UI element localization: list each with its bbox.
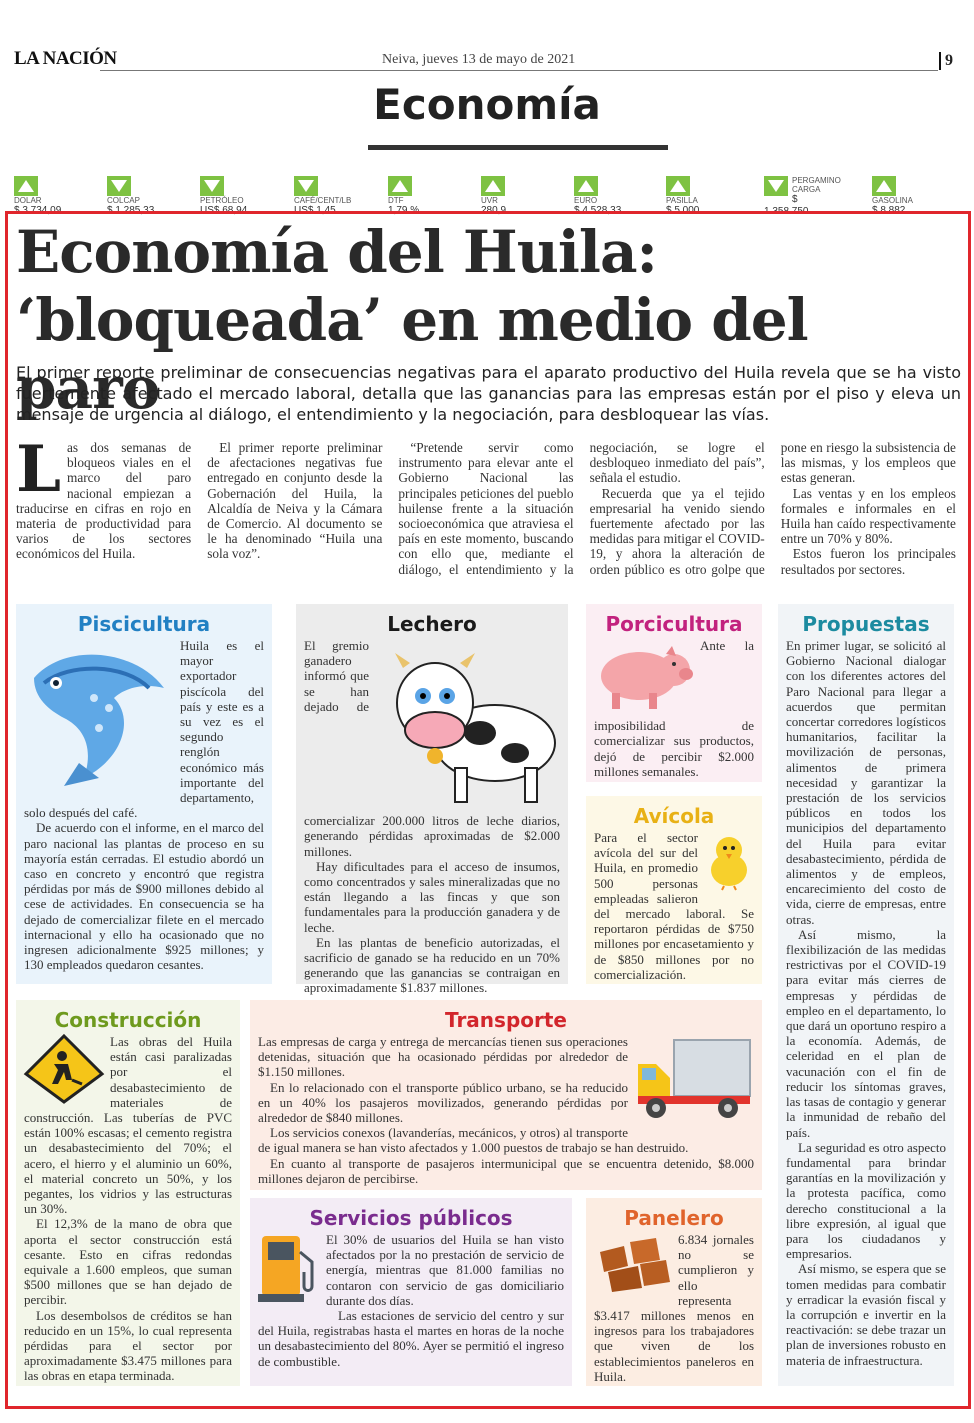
body-paragraph: “Pretende servir como instrumento para elevar ante el Gobierno Nacional las principales peticiones del pueblo huilense frente a la situación socioeconómica que atraviesa el país en este momento, buscando con ello que, mediante el diálogo, el entendimiento y la negociación, se logre el desbloqueo inmediato del país”, señala el estudio.	[398, 440, 765, 577]
article-headline: Economía del Huila: ‘bloqueada’ en medio del paro	[16, 218, 808, 422]
box-paragraph: 6.834 jornales no se cumplieron y ello representa $3.417 millones menos en ingresos para los trabajadores que viven de los establecimientos paneleros en Huila.	[594, 1232, 754, 1384]
box-panelero	[586, 1198, 762, 1386]
box-paragraph: En cuanto al transporte de pasajeros intermunicipal que se encuentra detenido, $8.000 millones dejaron de percibirse.	[258, 1155, 754, 1186]
ticker-label: COLCAP	[107, 196, 140, 205]
box-paragraph: Las obras del Huila están casi paralizadas por el desabastecimiento de materiales de construcción. Las tuberías de PVC están 100% escasas; el cemento registra un desabastecimiento del 70%; el acero, el hierro y el aluminio un 60%, el material concreto un 50%, y los pegantes, los vidrios y las estructuras un 30%.	[24, 1034, 232, 1217]
box-paragraph: El 30% de usuarios del Huila se han visto afectados por la no prestación de servicio de energía, mientras que 81.000 familias no contaron con servicio de gas domiciliario durante dos días.	[326, 1232, 564, 1308]
box-paragraph: Las empresas de carga y entrega de mercancías tienen sus operaciones detenidas, situación que ha ocasionado pérdidas por alrededor de $1.150 millones.	[258, 1034, 628, 1080]
box-transporte	[250, 1000, 762, 1190]
ticker-value: 1,79 %	[388, 205, 420, 216]
box-paragraph: Ante la imposibilidad de comercializar sus productos, dejó de percibir $2.000 millones semanales.	[594, 638, 754, 779]
box-title: Avícola	[633, 804, 715, 828]
box-title: Porcicultura	[605, 612, 743, 636]
arrow-up-icon	[872, 176, 896, 196]
box-title: Servicios públicos	[309, 1206, 513, 1230]
arrow-up-icon	[666, 176, 690, 196]
box-porcicultura	[586, 604, 762, 782]
box-title: Panelero	[624, 1206, 724, 1230]
masthead-logo: LA NACIÓN	[14, 48, 117, 69]
article-body	[16, 432, 956, 580]
truck-icon	[634, 1034, 754, 1127]
box-propuestas	[778, 604, 954, 1386]
ticker-item	[294, 176, 352, 216]
ticker-label: EURO	[574, 196, 598, 205]
ticker-item	[388, 176, 420, 216]
arrow-up-icon	[14, 176, 38, 196]
box-paragraph: El gremio ganadero informó que se han dejado de comercializar 200.000 litros de leche diarios, generando pérdidas aproximadas de $2.000 millones.	[304, 638, 560, 859]
box-lechero	[296, 604, 568, 996]
box-title: Piscicultura	[77, 612, 211, 636]
ticker-value: US$ 1,45	[294, 205, 336, 216]
ticker-item	[666, 176, 700, 216]
box-paragraph: La seguridad es otro aspecto fundamental para brindar garantías en la movilización y la protesta pacífica, como derecho constitucional a la libre expresión, al igual que para los ciudadanos y empresarios.	[786, 1139, 947, 1262]
ticker-item	[764, 176, 844, 217]
box-servicios-publicos	[250, 1198, 572, 1386]
ticker-value: 280,9	[481, 205, 507, 216]
box-paragraph: Los servicios conexos (lavanderías, mecánicos, y otros) al transporte de igual manera se han visto afectados y 1.000 puestos de trabajo se han destruido.	[258, 1125, 689, 1156]
box-construccion	[16, 1000, 240, 1386]
ticker-label: GASOLINA	[872, 196, 913, 205]
box-paragraph: De acuerdo con el informe, en el marco del paro nacional las plantas de proceso en su mayoría están cerradas. El estudio abordó un caso en concreto y encontró que registra pérdidas por más de $900 millones debido al cese de actividades. En consecuencia se ha dejado de comercializar filete en el mercado internacional y ello ha ocasionado que no ingresen adicionalmente $925 millones; y 130 empleados quedaron cesantes.	[24, 820, 264, 973]
section-title: Economía	[373, 80, 601, 129]
ticker-item	[14, 176, 62, 216]
box-paragraph: En lo relacionado con el transporte público urbano, se ha reducido en un 40% los pasajeros movilizados, generando pérdidas por alrededor de $840 millones.	[258, 1079, 628, 1126]
ticker-value: $ 1.358.750	[764, 194, 809, 217]
box-title: Construcción	[54, 1008, 202, 1032]
fish-icon	[24, 638, 174, 791]
arrow-up-icon	[574, 176, 598, 196]
ticker-value: $ 3.734,09	[14, 205, 62, 216]
box-title: Transporte	[445, 1008, 567, 1032]
box-paragraph: Así mismo, la flexibilización de las medidas restrictivas por el COVID-19 para evitar más cierres de empresas y pérdidas de empleo en el departamento, lo que dará un oportuno respiro a la economía. Además, de celeridad en el plan de vacunación con el fin de reducir los síntomas graves, las tasas de contagio y generar la inmunidad de rebaño del país.	[786, 926, 946, 1140]
box-avicola	[586, 796, 762, 984]
body-paragraph: Las ventas y en los empleos formales e informales en el Huila han caído respectivamente entre un 70% y 80%.	[780, 485, 956, 547]
box-title: Lechero	[387, 612, 477, 636]
ticker-value: $ 4.528,33	[574, 205, 622, 216]
ticker-label: PETRÓLEO	[200, 196, 244, 205]
ticker-label: PERGAMINO CARGA	[792, 176, 841, 194]
box-paragraph: Hay dificultades para el acceso de insumos, como concentrados y sales mineralizadas que no están llegando a las fincas y que son fundamentales para la producción ganadera y de leche.	[304, 858, 560, 935]
ticker-label: DOLAR	[14, 196, 42, 205]
ticker-value: $ 1.285,33	[107, 205, 155, 216]
ticker-label: DTF	[388, 196, 404, 205]
market-ticker	[14, 176, 964, 217]
pig-icon	[594, 638, 694, 716]
arrow-down-icon	[294, 176, 318, 196]
gas-pump-icon	[258, 1232, 320, 1307]
chick-icon	[704, 830, 754, 893]
arrow-down-icon	[107, 176, 131, 196]
box-paragraph: En primer lugar, se solicitó al Gobierno Nacional dialogar con los diferentes actores del Paro Nacional para llegar a acuerdos que permitan concertar corredores logísticos humanitarios, facilitar la movilización de personas, alimentos de primera necesidad y garantizar la prestación de los servicios públicos en todos los municipios del departamento del Huila para evitar desabastecimiento, pérdida de alimentos y de empleos, encarecimiento del costo de vida, cierre de empresas, entre otras.	[786, 638, 946, 927]
body-paragraph: Las dos semanas de bloqueos viales en el marco del paro nacional empiezan a traducirse en cifras en rojo en materia de productividad para varios de los sectores económicos del Huila.	[16, 432, 192, 562]
drop-cap: L	[16, 432, 61, 507]
body-paragraph: El primer reporte preliminar de afectaciones negativas fue entregado en conjunto desde la Gobernación del Huila, la Alcaldía de Neiva y la Cámara de Comercio. Al documento se le ha denominado “Huila una sola voz”.	[207, 440, 383, 562]
box-paragraph: Huila es el mayor exportador piscícola del país y este es a su vez es el segundo renglón económico más importante del departamento, solo después del café.	[24, 638, 264, 821]
arrow-up-icon	[481, 176, 505, 196]
arrow-up-icon	[388, 176, 412, 196]
ticker-label: CAFÉ/CENT/LB	[294, 196, 352, 205]
box-paragraph: Los desembolsos de créditos se han reducido en un 15%, lo cual representa pérdidas para el sector por aproximadamente $3.475 millones para las obras en etapa terminada.	[24, 1307, 232, 1384]
ticker-label: PASILLA	[666, 196, 698, 205]
page-header	[0, 0, 974, 165]
ticker-item	[872, 176, 913, 216]
ticker-item	[200, 176, 248, 216]
ticker-value: $ 5.000	[666, 205, 700, 216]
header-rule	[100, 70, 938, 71]
dateline: Neiva, jueves 13 de mayo de 2021	[382, 52, 576, 67]
arrow-down-icon	[200, 176, 224, 196]
body-paragraph: Estos fueron los principales resultados por sectores.	[780, 546, 956, 577]
box-title: Propuestas	[802, 612, 930, 636]
box-piscicultura	[16, 604, 272, 984]
ticker-label: UVR	[481, 196, 498, 205]
ticker-item	[481, 176, 509, 216]
panela-icon	[594, 1232, 672, 1297]
construction-sign-icon	[24, 1034, 104, 1107]
box-paragraph: Las estaciones de servicio del centro y sur del Huila, registrabas hasta el martes en horas de la noche un desabastecimiento del 80%. Ayer se permitió el ingreso de combustible.	[258, 1308, 564, 1369]
box-paragraph: Así mismo, se espera que se tomen medidas para combatir y erradicar la evasión fiscal y la corrupción e invertir en la reactivación: se debe trazar un plan de inversiones robusto en materia de infraestructura.	[786, 1261, 946, 1368]
box-paragraph: El 12,3% de la mano de obra que aporta el sector construcción está cesante. Esto en cifras redondas equivale a 1.600 empleos, que suman $500 millones que se han dejado de percibir.	[24, 1216, 232, 1308]
box-paragraph: En las plantas de beneficio autorizadas, el sacrificio de ganado se ha reducido en un 70% generando que las ganancias se contraigan en aproximadamente $1.837 millones.	[304, 934, 560, 996]
section-underline	[368, 145, 668, 150]
body-paragraph: Recuerda que ya el tejido empresarial ha venido siendo fuertemente afectado por las medidas para mitigar el COVID-19, y ahora la alteración de orden público es otro golpe que pone en riesgo la subsistencia de las mismas, y los empleos que estas generan.	[589, 440, 956, 577]
box-paragraph: Para el sector avícola del sur del Huila, en promedio 500 personas empleadas salieron del mercado laboral. Se reportaron pérdidas de $750 millones por encasetamiento y de $850 millones por no comercialización.	[594, 830, 754, 982]
arrow-down-icon	[764, 176, 788, 196]
ticker-item	[574, 176, 622, 216]
page-number: 9	[939, 52, 953, 70]
ticker-value: US$ 68,94	[200, 205, 248, 216]
ticker-value: $ 8.882	[872, 205, 906, 216]
cow-icon	[375, 638, 560, 811]
article-lead: El primer reporte preliminar de consecuencias negativas para el aparato productivo del Huila revela que se ha visto fuertemente afectado el mercado laboral, detalla que las ganancias para las empresas están por el piso y eleva un mensaje de urgencia al diálogo, el entendimiento y la negociación, para desbloquear las vías.	[16, 363, 961, 424]
ticker-item	[107, 176, 155, 216]
